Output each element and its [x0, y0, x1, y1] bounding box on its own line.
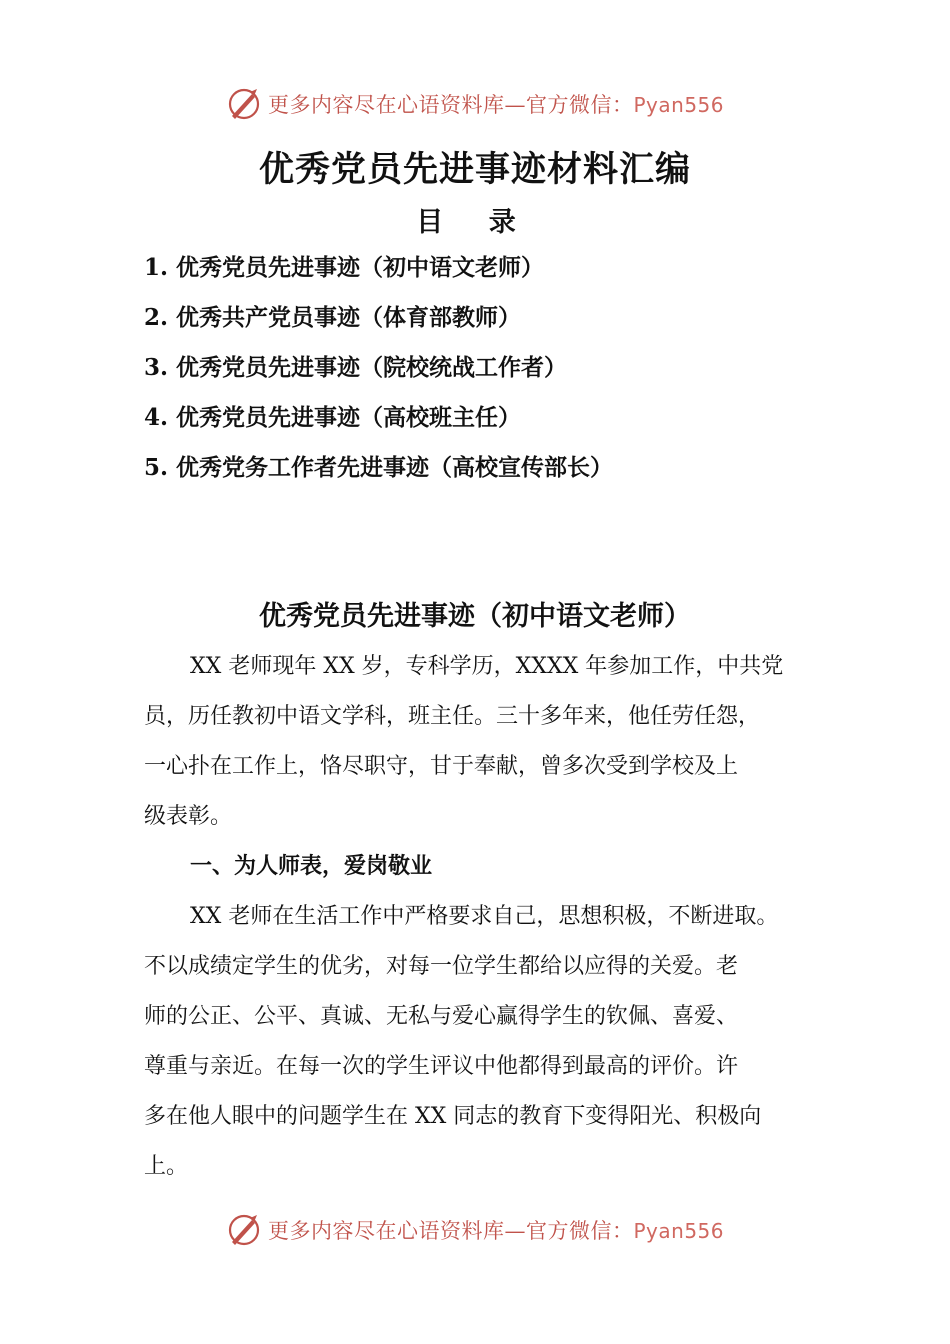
watermark-footer	[0, 1210, 950, 1250]
pen-logo-icon	[226, 1212, 262, 1248]
text-line: 上。	[144, 1154, 189, 1179]
text-line: XX 老师在生活工作中严格要求自己，思想积极，不断进取。	[190, 904, 779, 929]
toc-heading: 目 录	[416, 207, 534, 238]
watermark-text: 更多内容尽在心语资料库—官方微信：Pyan556	[267, 1219, 724, 1243]
text-line: 一心扑在工作上，恪尽职守，甘于奉献，曾多次受到学校及上	[144, 754, 739, 779]
text-line: 师的公正、公平、真诚、无私与爱心赢得学生的钦佩、喜爱、	[144, 1004, 739, 1029]
toc-item: 3. 优秀党员先进事迹（院校统战工作者）	[144, 354, 568, 381]
watermark-text: 更多内容尽在心语资料库—官方微信：Pyan556	[267, 93, 724, 117]
paragraph-intro	[144, 642, 812, 842]
toc-item: 5. 优秀党务工作者先进事迹（高校宣传部长）	[144, 454, 614, 481]
pen-logo-icon	[226, 86, 262, 122]
text-line: 不以成绩定学生的优劣，对每一位学生都给以应得的关爱。老	[144, 954, 739, 979]
text-line: 多在他人眼中的问题学生在 XX 同志的教育下变得阳光、积极向	[144, 1104, 762, 1129]
sub-heading: 一、为人师表，爱岗敬业	[190, 854, 433, 879]
text-line: 尊重与亲近。在每一次的学生评议中他都得到最高的评价。许	[144, 1054, 739, 1079]
text-line: 级表彰。	[144, 804, 233, 829]
text-line: 员，历任教初中语文学科，班主任。三十多年来，他任劳任怨，	[144, 704, 761, 729]
toc-item: 1. 优秀党员先进事迹（初中语文老师）	[144, 254, 545, 281]
paragraph-body	[144, 892, 812, 1192]
watermark-header	[0, 84, 950, 124]
document-title: 优秀党员先进事迹材料汇编	[258, 149, 691, 190]
text-line: XX 老师现年 XX 岁，专科学历，XXXX 年参加工作，中共党	[190, 654, 784, 679]
section-title: 优秀党员先进事迹（初中语文老师）	[259, 601, 691, 632]
toc-item: 2. 优秀共产党员事迹（体育部教师）	[144, 304, 522, 331]
table-of-contents	[144, 246, 613, 496]
toc-item: 4. 优秀党员先进事迹（高校班主任）	[144, 404, 522, 431]
